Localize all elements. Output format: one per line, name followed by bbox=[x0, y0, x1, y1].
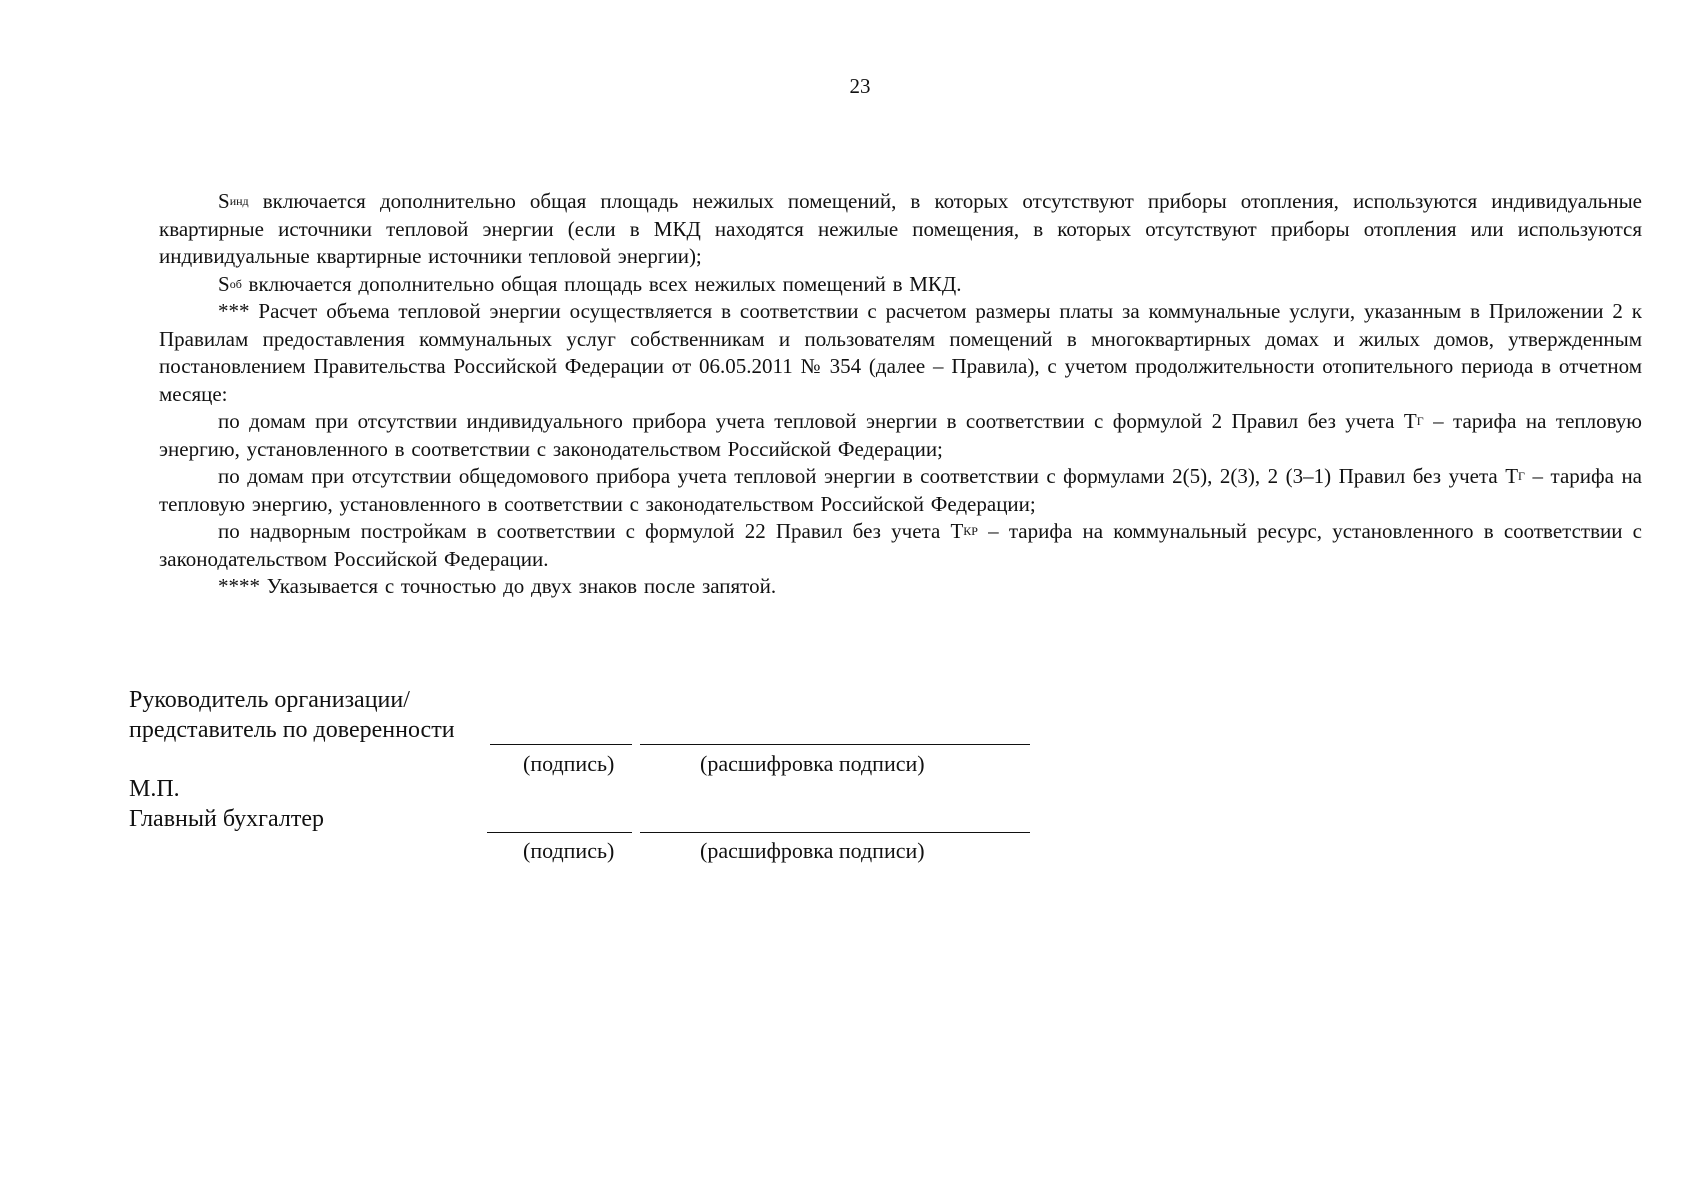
accountant-signature-caption: (подпись) bbox=[523, 838, 615, 863]
accountant-decoding-caption: (расшифровка подписи) bbox=[700, 838, 925, 863]
accountant-decoding-line[interactable] bbox=[640, 832, 1030, 833]
page-number: 23 bbox=[849, 74, 871, 98]
chief-accountant-label: Главный бухгалтер bbox=[129, 806, 324, 832]
head-decoding-line[interactable] bbox=[640, 744, 1030, 745]
head-signature-caption: (подпись) bbox=[523, 751, 615, 776]
note-individual-meter: по домам при отсутствии индивидуального прибора учета тепловой энергии в соответствии с формулой 2 Правил без учета $Т^Г$ – тарифа на тепловую энергию, установленного в соответствии с законодательством Российской Федерации; bbox=[159, 409, 1642, 461]
stamp-place-label: М.П. bbox=[129, 776, 180, 802]
note-area-individual: $S^{инд}$ включается дополнительно общая площадь нежилых помещений, в которых отсутствуют приборы отопления, используются индивидуальные квартирные источники тепловой энергии (если в МКД находятся нежилые помещения, в которых отсутствуют приборы отопления или используются индивидуальные квартирные источники тепловой энергии); bbox=[159, 189, 1642, 268]
head-title-line1: Руководитель организации/ bbox=[129, 687, 410, 713]
note-area-common: $S^{об}$ включается дополнительно общая площадь всех нежилых помещений в МКД. bbox=[218, 271, 962, 296]
head-decoding-caption: (расшифровка подписи) bbox=[700, 751, 925, 776]
accountant-signature-line[interactable] bbox=[487, 832, 632, 833]
note-heat-calculation: *** Расчет объема тепловой энергии осуществляется в соответствии с расчетом размеры платы за коммунальные услуги, указанным в Приложении 2 к Правилам предоставления коммунальных услуг собственникам и пользователям помещений в многоквартирных домах и жилых домов, утвержденным постановлением Правительства Российской Федерации от 06.05.2011 № 354 (далее – Правила), с учетом продолжительности отопительного периода в отчетном месяце: bbox=[159, 299, 1642, 406]
note-precision: **** Указывается с точностью до двух знаков после запятой. bbox=[218, 574, 777, 598]
head-signature-line[interactable] bbox=[490, 744, 632, 745]
note-outbuildings: по надворным постройкам в соответствии с формулой 22 Правил без учета $Т^{КР}$ – тарифа на коммунальный ресурс, установленного в соответствии с законодательством Российской Федерации. bbox=[159, 519, 1642, 571]
note-common-meter: по домам при отсутствии общедомового прибора учета тепловой энергии в соответствии с формулами 2(5), 2(3), 2 (3–1) Правил без учета $Т^Г$ – тарифа на тепловую энергию, установленного в соответствии с законодательством Российской Федерации; bbox=[159, 464, 1642, 516]
head-title-line2: представитель по доверенности bbox=[129, 717, 455, 743]
footnotes-block bbox=[159, 188, 1642, 601]
